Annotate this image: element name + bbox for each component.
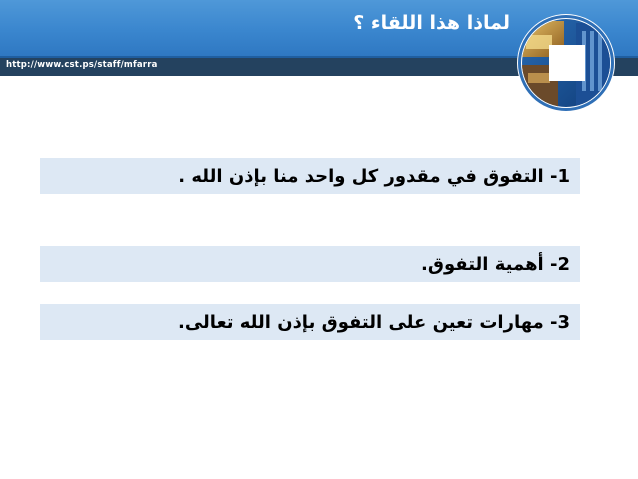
list-item <box>40 246 580 282</box>
circular-logo-icon <box>516 13 616 113</box>
slide-title: لماذا هذا اللقاء ؟ <box>353 12 510 34</box>
list-item-text: 3- مهارات تعين على التفوق بإذن الله تعالى. <box>178 311 570 333</box>
list-item <box>40 304 580 340</box>
list-item-text: 2- أهمية التفوق. <box>421 253 570 275</box>
list-item <box>40 158 580 194</box>
url-text: http://www.cst.ps/staff/mfarra <box>6 60 158 70</box>
list-item-text: 1- التفوق في مقدور كل واحد منا بإذن الله . <box>178 165 570 187</box>
